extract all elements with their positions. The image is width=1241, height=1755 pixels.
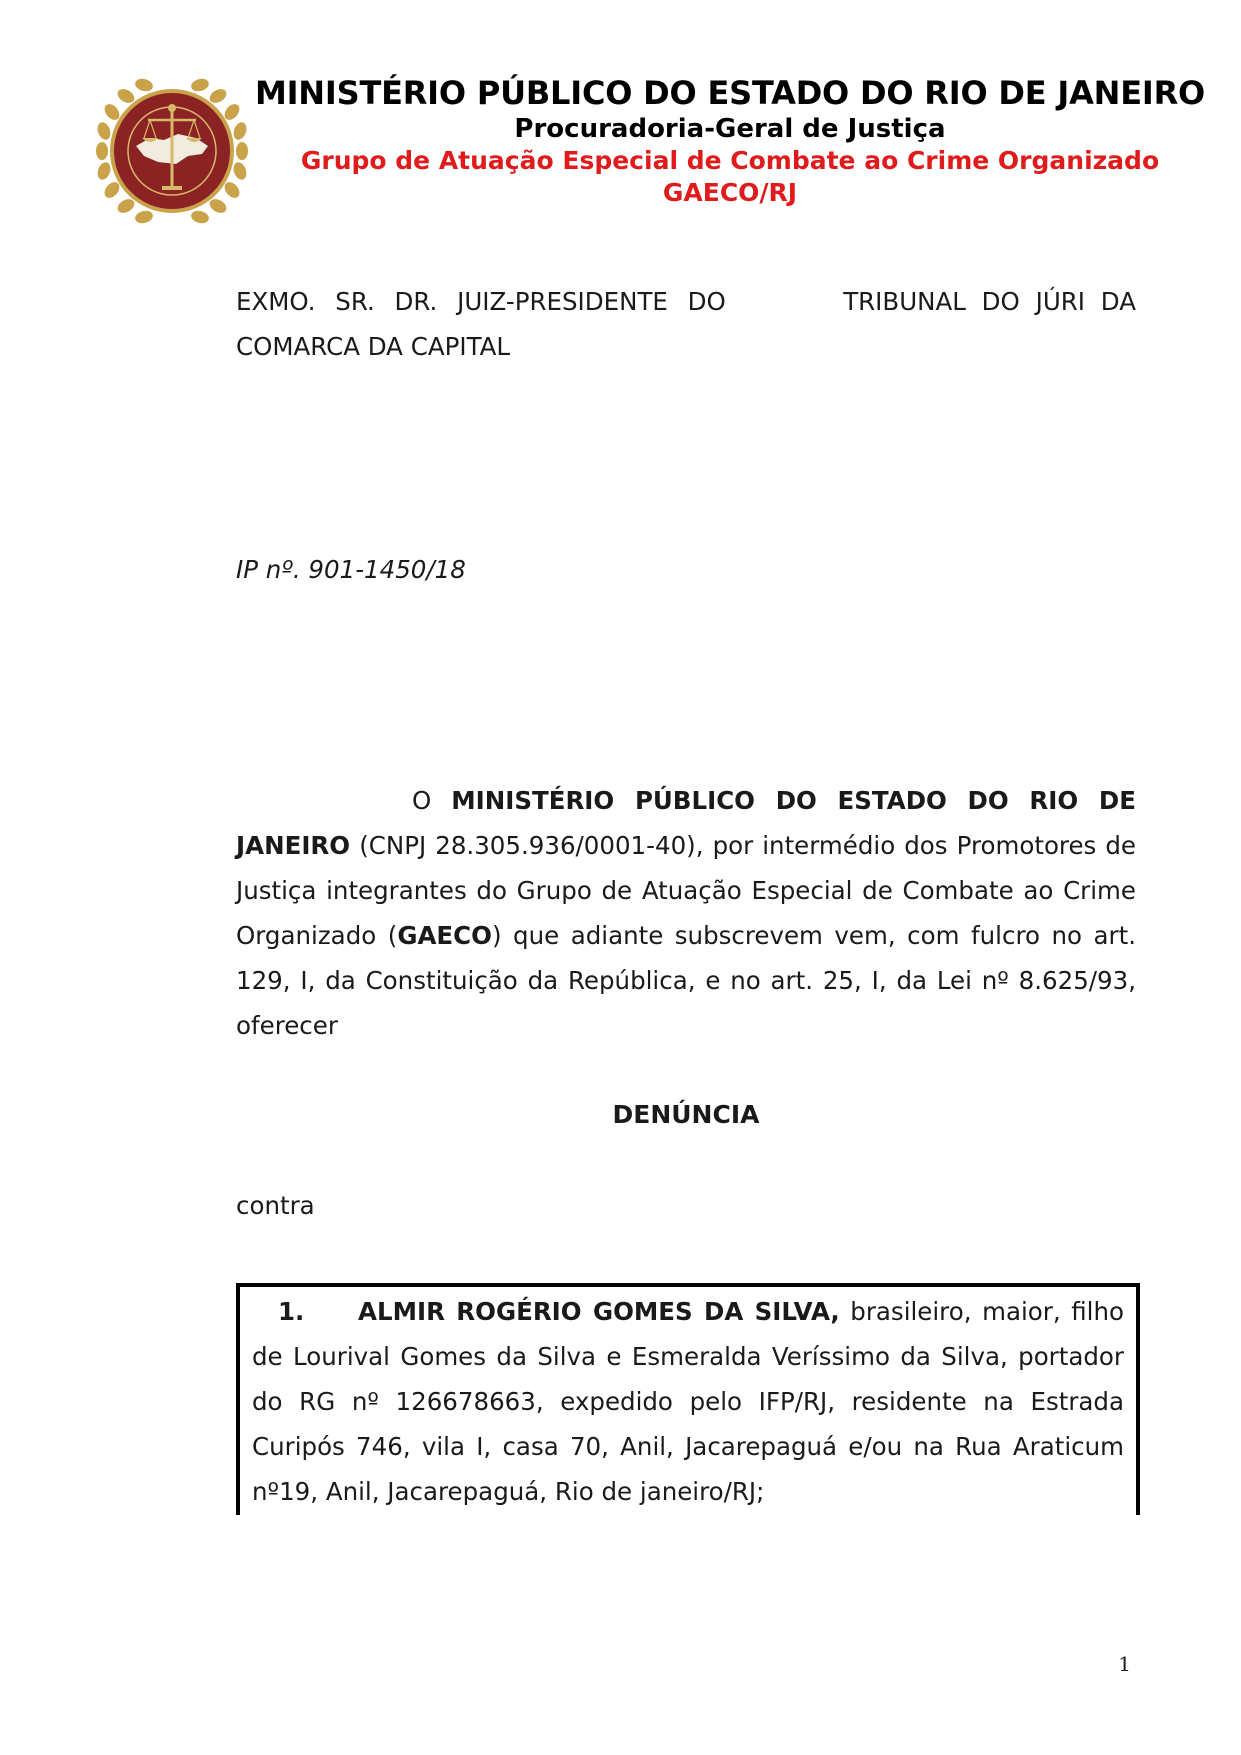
defendant-details: brasileiro, maior, filho de Lourival Gomes da Silva e Esmeralda Veríssimo da Silva, portador do RG nº 126678663, expedido pelo IFP/RJ, residente na Estrada Curipós 746, vila I, casa 70, Anil, Jacarepaguá e/ou na Rua Araticum nº19, Anil, Jacarepaguá, Rio de janeiro/RJ; bbox=[252, 1297, 1124, 1506]
addressee-block bbox=[236, 279, 1136, 369]
intro-lead: O bbox=[412, 786, 452, 815]
defendant-text bbox=[252, 1289, 1124, 1514]
intro-entity: MINISTÉRIO PÚBLICO DO ESTADO DO RIO DE JANEIRO bbox=[236, 786, 1136, 860]
header-group-name: Grupo de Atuação Especial de Combate ao Crime Organizado bbox=[300, 146, 1160, 175]
intro-paragraph bbox=[236, 778, 1136, 1048]
addressee-line-2: COMARCA DA CAPITAL bbox=[236, 332, 511, 361]
institution-seal bbox=[92, 76, 252, 226]
defendant-name: ALMIR ROGÉRIO GOMES DA SILVA, bbox=[358, 1297, 840, 1326]
document-title: DENÚNCIA bbox=[612, 1100, 760, 1129]
inquiry-number: IP nº. 901-1450/18 bbox=[236, 555, 466, 584]
page-number: 1 bbox=[1118, 1652, 1131, 1676]
intro-part-1: (CNPJ 28.305.936/0001-40), por intermédio dos Promotores de Justiça integrantes do Grupo de Atuação Especial de Combate ao Crime Organizado ( bbox=[236, 831, 1136, 950]
addressee-part-b: TRIBUNAL DO JÚRI DA bbox=[843, 287, 1136, 316]
defendant-number: 1. bbox=[278, 1297, 305, 1326]
intro-acronym: GAECO bbox=[397, 921, 492, 950]
addressee-line-1 bbox=[236, 279, 1136, 324]
header-group-acronym: GAECO/RJ bbox=[662, 178, 798, 207]
intro-part-2: ) que adiante subscrevem vem, com fulcro no art. 129, I, da Constituição da República, e no art. 25, I, da Lei nº 8.625/93, oferecer bbox=[236, 921, 1136, 1040]
header-ministry-title: MINISTÉRIO PÚBLICO DO ESTADO DO RIO DE JANEIRO bbox=[254, 74, 1206, 112]
defendant-box bbox=[236, 1283, 1140, 1515]
contra-label: contra bbox=[236, 1191, 315, 1220]
addressee-part-a: EXMO. SR. DR. JUIZ-PRESIDENTE DO bbox=[236, 287, 726, 316]
header-department: Procuradoria-Geral de Justiça bbox=[514, 114, 946, 144]
